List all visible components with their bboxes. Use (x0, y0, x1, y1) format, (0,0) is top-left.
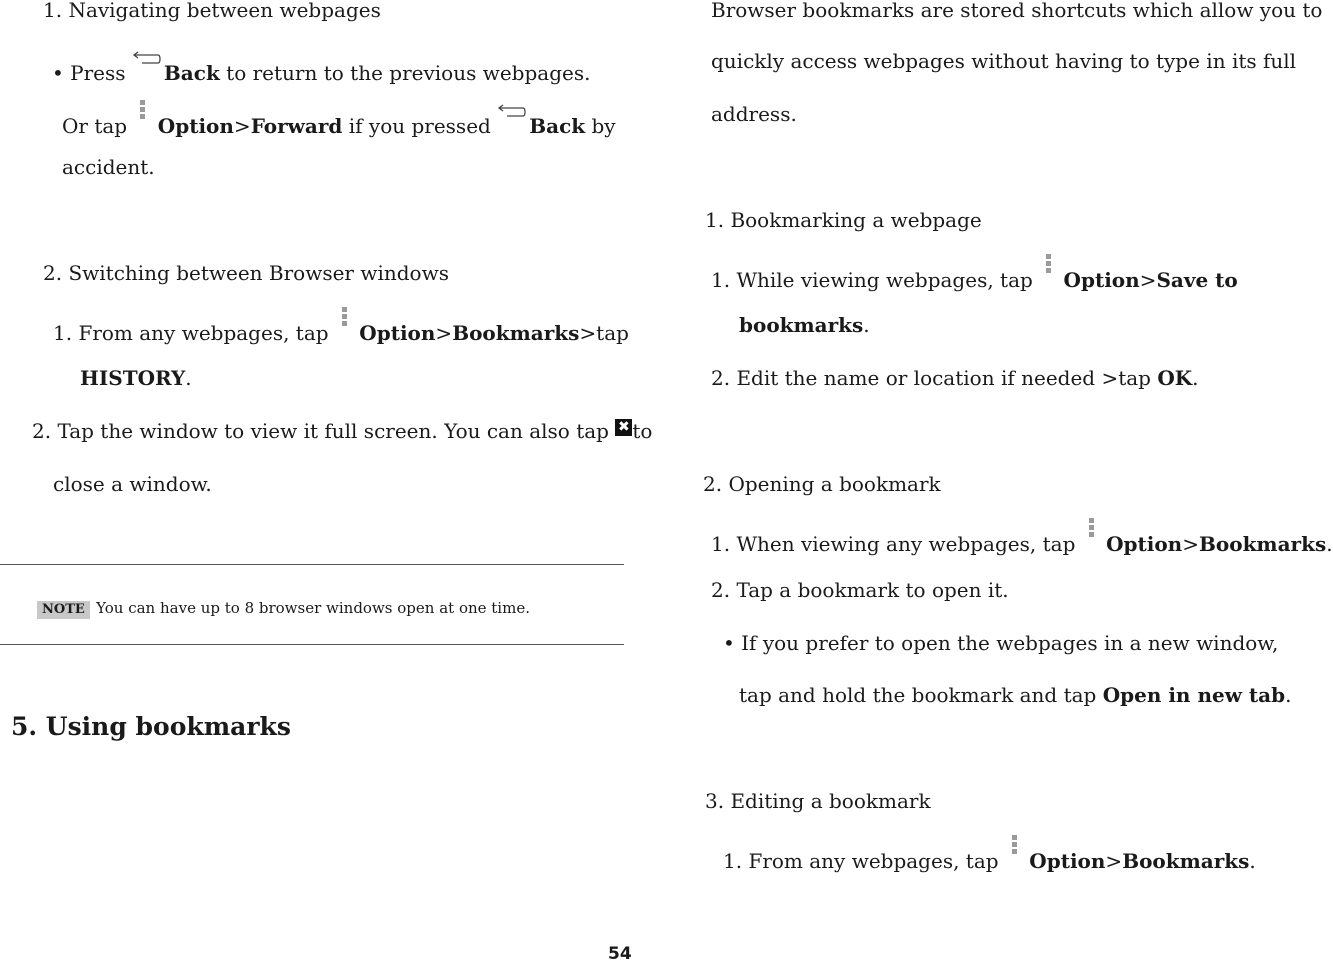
instruction-tap-bookmark: 2. Tap a bookmark to open it. (711, 578, 1009, 602)
section-title-bookmarking: 1. Bookmarking a webpage (705, 208, 982, 232)
menu-dots-icon (133, 116, 151, 136)
by-text: by (585, 114, 616, 138)
option-label: Option (157, 114, 234, 138)
open-in-new-tab-label: Open in new tab (1102, 683, 1286, 707)
note-box (37, 596, 530, 619)
instruction-tap-window (32, 421, 652, 441)
menu-dots-icon (1082, 534, 1100, 554)
gt-tap-text: >tap (579, 321, 629, 345)
section-title-opening: 2. Opening a bookmark (703, 472, 941, 496)
back-rest-text: to return to the previous webpages. (219, 61, 591, 85)
option-label: Option (1029, 849, 1106, 873)
bookmarks-label: bookmarks (739, 313, 864, 337)
bookmarks-label: Bookmarks (452, 321, 580, 345)
period: . (185, 366, 192, 390)
save-to-label: Save to (1156, 268, 1238, 292)
note-tag: NOTE (37, 601, 90, 619)
instruction-from-any-webpages (723, 851, 1256, 871)
gt-symbol: > (435, 321, 453, 345)
instruction-from-any-webpage (53, 323, 629, 343)
accident-text: accident. (62, 155, 155, 179)
gt-symbol: > (1139, 268, 1157, 292)
note-text: You can have up to 8 browser windows open at one time. (96, 599, 530, 617)
option-label: Option (1063, 268, 1140, 292)
back-arrow-icon (132, 63, 164, 83)
period: . (1285, 683, 1292, 707)
back-arrow-icon (497, 116, 529, 136)
note-bottom-divider (0, 644, 624, 645)
step1-text: 1. From any webpages, tap (53, 321, 329, 345)
option-label: Option (359, 321, 436, 345)
bookmarks-label: Bookmarks (1122, 849, 1250, 873)
instruction-or-tap-forward (62, 116, 616, 136)
section-title-navigating: 1. Navigating between webpages (43, 0, 381, 22)
instruction-edit-name (711, 368, 1199, 388)
step2-text: 2. Tap the window to view it full screen. You can also tap (32, 419, 609, 443)
history-label: HISTORY (80, 366, 186, 390)
instruction-when-viewing (711, 534, 1333, 554)
bullet-press-text: • Press (52, 61, 126, 85)
step1-text: 1. From any webpages, tap (723, 849, 999, 873)
if-pressed-text: if you pressed (342, 114, 491, 138)
back-label: Back (163, 61, 220, 85)
or-tap-text: Or tap (62, 114, 128, 138)
gt-symbol: > (1182, 532, 1199, 556)
instruction-while-viewing (711, 270, 1238, 290)
page-number: 54 (608, 944, 632, 964)
menu-dots-icon (1039, 270, 1057, 290)
tap-hold-text: tap and hold the bookmark and tap (739, 683, 1103, 707)
period: . (1192, 366, 1199, 390)
intro-line-2: quickly access webpages without having to type in its full (711, 49, 1297, 73)
history-line (80, 368, 192, 388)
step1-text: 1. While viewing webpages, tap (711, 268, 1033, 292)
ok-label: OK (1157, 366, 1193, 390)
menu-dots-icon (335, 323, 353, 343)
section-title-switching: 2. Switching between Browser windows (43, 261, 449, 285)
step2-text: 2. Edit the name or location if needed >tap (711, 366, 1158, 390)
back-label-2: Back (529, 114, 586, 138)
period: . (1249, 849, 1256, 873)
instruction-press-back (52, 63, 590, 83)
gt-symbol: > (233, 114, 251, 138)
gt-symbol: > (1105, 849, 1123, 873)
section-title-editing: 3. Editing a bookmark (705, 789, 931, 813)
note-top-divider (0, 564, 624, 565)
option-label: Option (1106, 532, 1183, 556)
menu-dots-icon (1005, 851, 1023, 871)
intro-line-1: Browser bookmarks are stored shortcuts which allow you to (711, 0, 1323, 22)
forward-label: Forward (250, 114, 343, 138)
step1-text: 1. When viewing any webpages, tap (711, 532, 1076, 556)
close-icon: ✖ (615, 419, 632, 436)
bullet-new-window: • If you prefer to open the webpages in a new window, (723, 631, 1279, 655)
bullet-new-window-cont (739, 685, 1291, 705)
section-heading: 5. Using bookmarks (11, 712, 291, 741)
to-text: to (632, 419, 653, 443)
bookmarks-line (739, 315, 870, 335)
bookmarks-label: Bookmarks (1198, 532, 1327, 556)
period: . (863, 313, 870, 337)
close-window-text: close a window. (53, 472, 212, 496)
intro-line-3: address. (711, 102, 797, 126)
period: . (1326, 532, 1333, 556)
